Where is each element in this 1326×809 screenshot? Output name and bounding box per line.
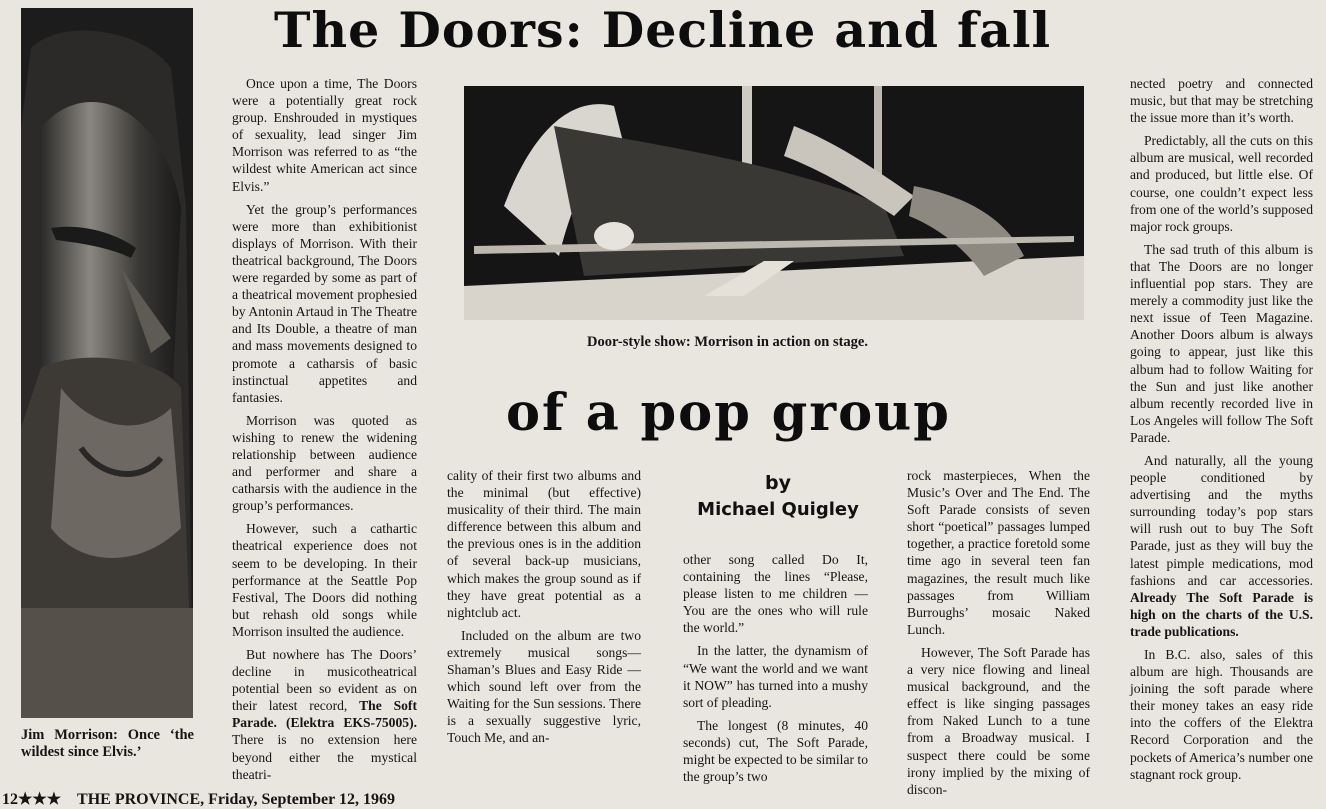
paragraph: In the latter, the dynamism of “We want the world and we want it NOW” has turned into a mushy sort of pleading.	[683, 643, 868, 710]
masthead: THE PROVINCE, Friday, September 12, 1969	[77, 791, 395, 808]
paragraph: Included on the album are two extremely musical songs—Shaman’s Blues and Easy Ride — which sound left over from the Waiting for the Sun sessions. There is a sexually suggestive lyric, Touch Me, and an-	[447, 627, 641, 746]
paragraph: other song called Do It, containing the lines “Please, please listen to me children —You are the ones who will rule the world.”	[683, 552, 868, 636]
album-title: The Soft Parade. (Elektra EKS-75005).	[232, 698, 417, 731]
article-column-5	[1130, 75, 1313, 783]
paragraph-text: But nowhere has The Doors’ decline in musicotheatrical potential been so evident as on their latest record,	[232, 647, 417, 714]
headline-top: The Doors: Decline and fall	[274, 1, 1052, 59]
emphasis-text: Already The Soft Parade is high on the charts of the U.S. trade publications.	[1130, 589, 1313, 639]
paragraph: Morrison was quoted as wishing to renew the widening relationship between audience and performer and share a catharsis with the audience in the group’s performances.	[232, 412, 417, 514]
article-column-1	[232, 75, 417, 783]
byline-author: Michael Quigley	[697, 499, 859, 520]
paragraph-text: There is no extension here beyond either the mystical theatri-	[232, 732, 417, 782]
paragraph: However, The Soft Parade has a very nice flowing and lineal musical background, and the effect is like singing passages from Naked Lunch to a tune from a Broadway musical. I suspect there could be some irony implied by the mixing of discon-	[907, 644, 1090, 797]
paragraph: Once upon a time, The Doors were a potentially great rock group. Enshrouded in mystiques of sexuality, lead singer Jim Morrison was referred to as “the wildest white American act since Elvis.”	[232, 76, 417, 194]
headline-bottom: of a pop group	[506, 383, 951, 443]
paragraph: In B.C. also, sales of this album are high. Thousands are joining the soft parade where their money takes an easy ride into the coffers of the Elektra Record Corporation and the pockets of America’s number one stagnant rock group.	[1130, 647, 1313, 782]
stage-photo-caption: Door-style show: Morrison in action on stage.	[587, 334, 868, 350]
page-number: 12★★★	[2, 791, 62, 808]
paragraph: However, such a cathartic theatrical experience does not seem to be developing. In their performance at the Seattle Pop Festival, The Doors did nothing but rehash old songs while Morrison insulted the audience.	[232, 521, 417, 639]
paragraph	[232, 646, 417, 783]
portrait-image	[21, 8, 193, 718]
stage-image	[464, 86, 1084, 320]
page-footer	[2, 789, 395, 809]
paragraph: Predictably, all the cuts on this album are musical, well recorded and produced, but little else. Of course, one couldn’t expect less from one of the world’s supposed major rock groups.	[1130, 133, 1313, 234]
portrait-photo	[21, 8, 193, 718]
article-column-2	[447, 467, 641, 747]
paragraph	[1130, 452, 1313, 640]
paragraph: The longest (8 minutes, 40 seconds) cut, The Soft Parade, might be expected to be similar to the group’s two	[683, 717, 868, 785]
paragraph: Yet the group’s performances were more than exhibitionist displays of Morrison. With their theatrical background, The Doors were regarded by some as part of a theatrical movement prophesied by Antonin Artaud in The Theatre and Its Double, a theatre of man and mass movements designed to promote a catharsis of basic instinctual appetites and fantasies.	[232, 201, 417, 405]
paragraph: cality of their first two albums and the minimal (but effective) musicality of their third. The main difference between this album and the previous ones is in the addition of several back-up musicians, which makes the group sound as if they have great potential as a nightclub act.	[447, 468, 641, 620]
byline	[690, 470, 866, 524]
portrait-caption: Jim Morrison: Once ‘the wildest since Elvis.’	[21, 727, 194, 760]
byline-by: by	[765, 472, 791, 494]
paragraph-text: And naturally, all the young people conditioned by advertising and the myths surrounding today’s pop stars will rush out to buy The Soft Parade, just as they will buy the latest pimple medications, mod fashions and car accessories.	[1130, 452, 1313, 588]
article-column-3	[683, 551, 868, 785]
paragraph: rock masterpieces, When the Music’s Over and The End. The Soft Parade consists of seven short “poetical” passages lumped together, a practice foretold some time ago in several teen fan magazines, the result much like passages from William Burroughs’ mosaic Naked Lunch.	[907, 468, 1090, 637]
paragraph: The sad truth of this album is that The Doors are no longer influential pop stars. They are merely a commodity just like the next issue of Teen Magazine. Another Doors album is always going to appear, just like this album had to follow Waiting for the Sun and just like another album recently recorded live in Los Angeles will follow The Soft Parade.	[1130, 241, 1313, 445]
article-column-4	[907, 467, 1090, 798]
stage-photo	[464, 86, 1084, 320]
paragraph: nected poetry and connected music, but that may be stretching the issue more than it’s worth.	[1130, 76, 1313, 126]
